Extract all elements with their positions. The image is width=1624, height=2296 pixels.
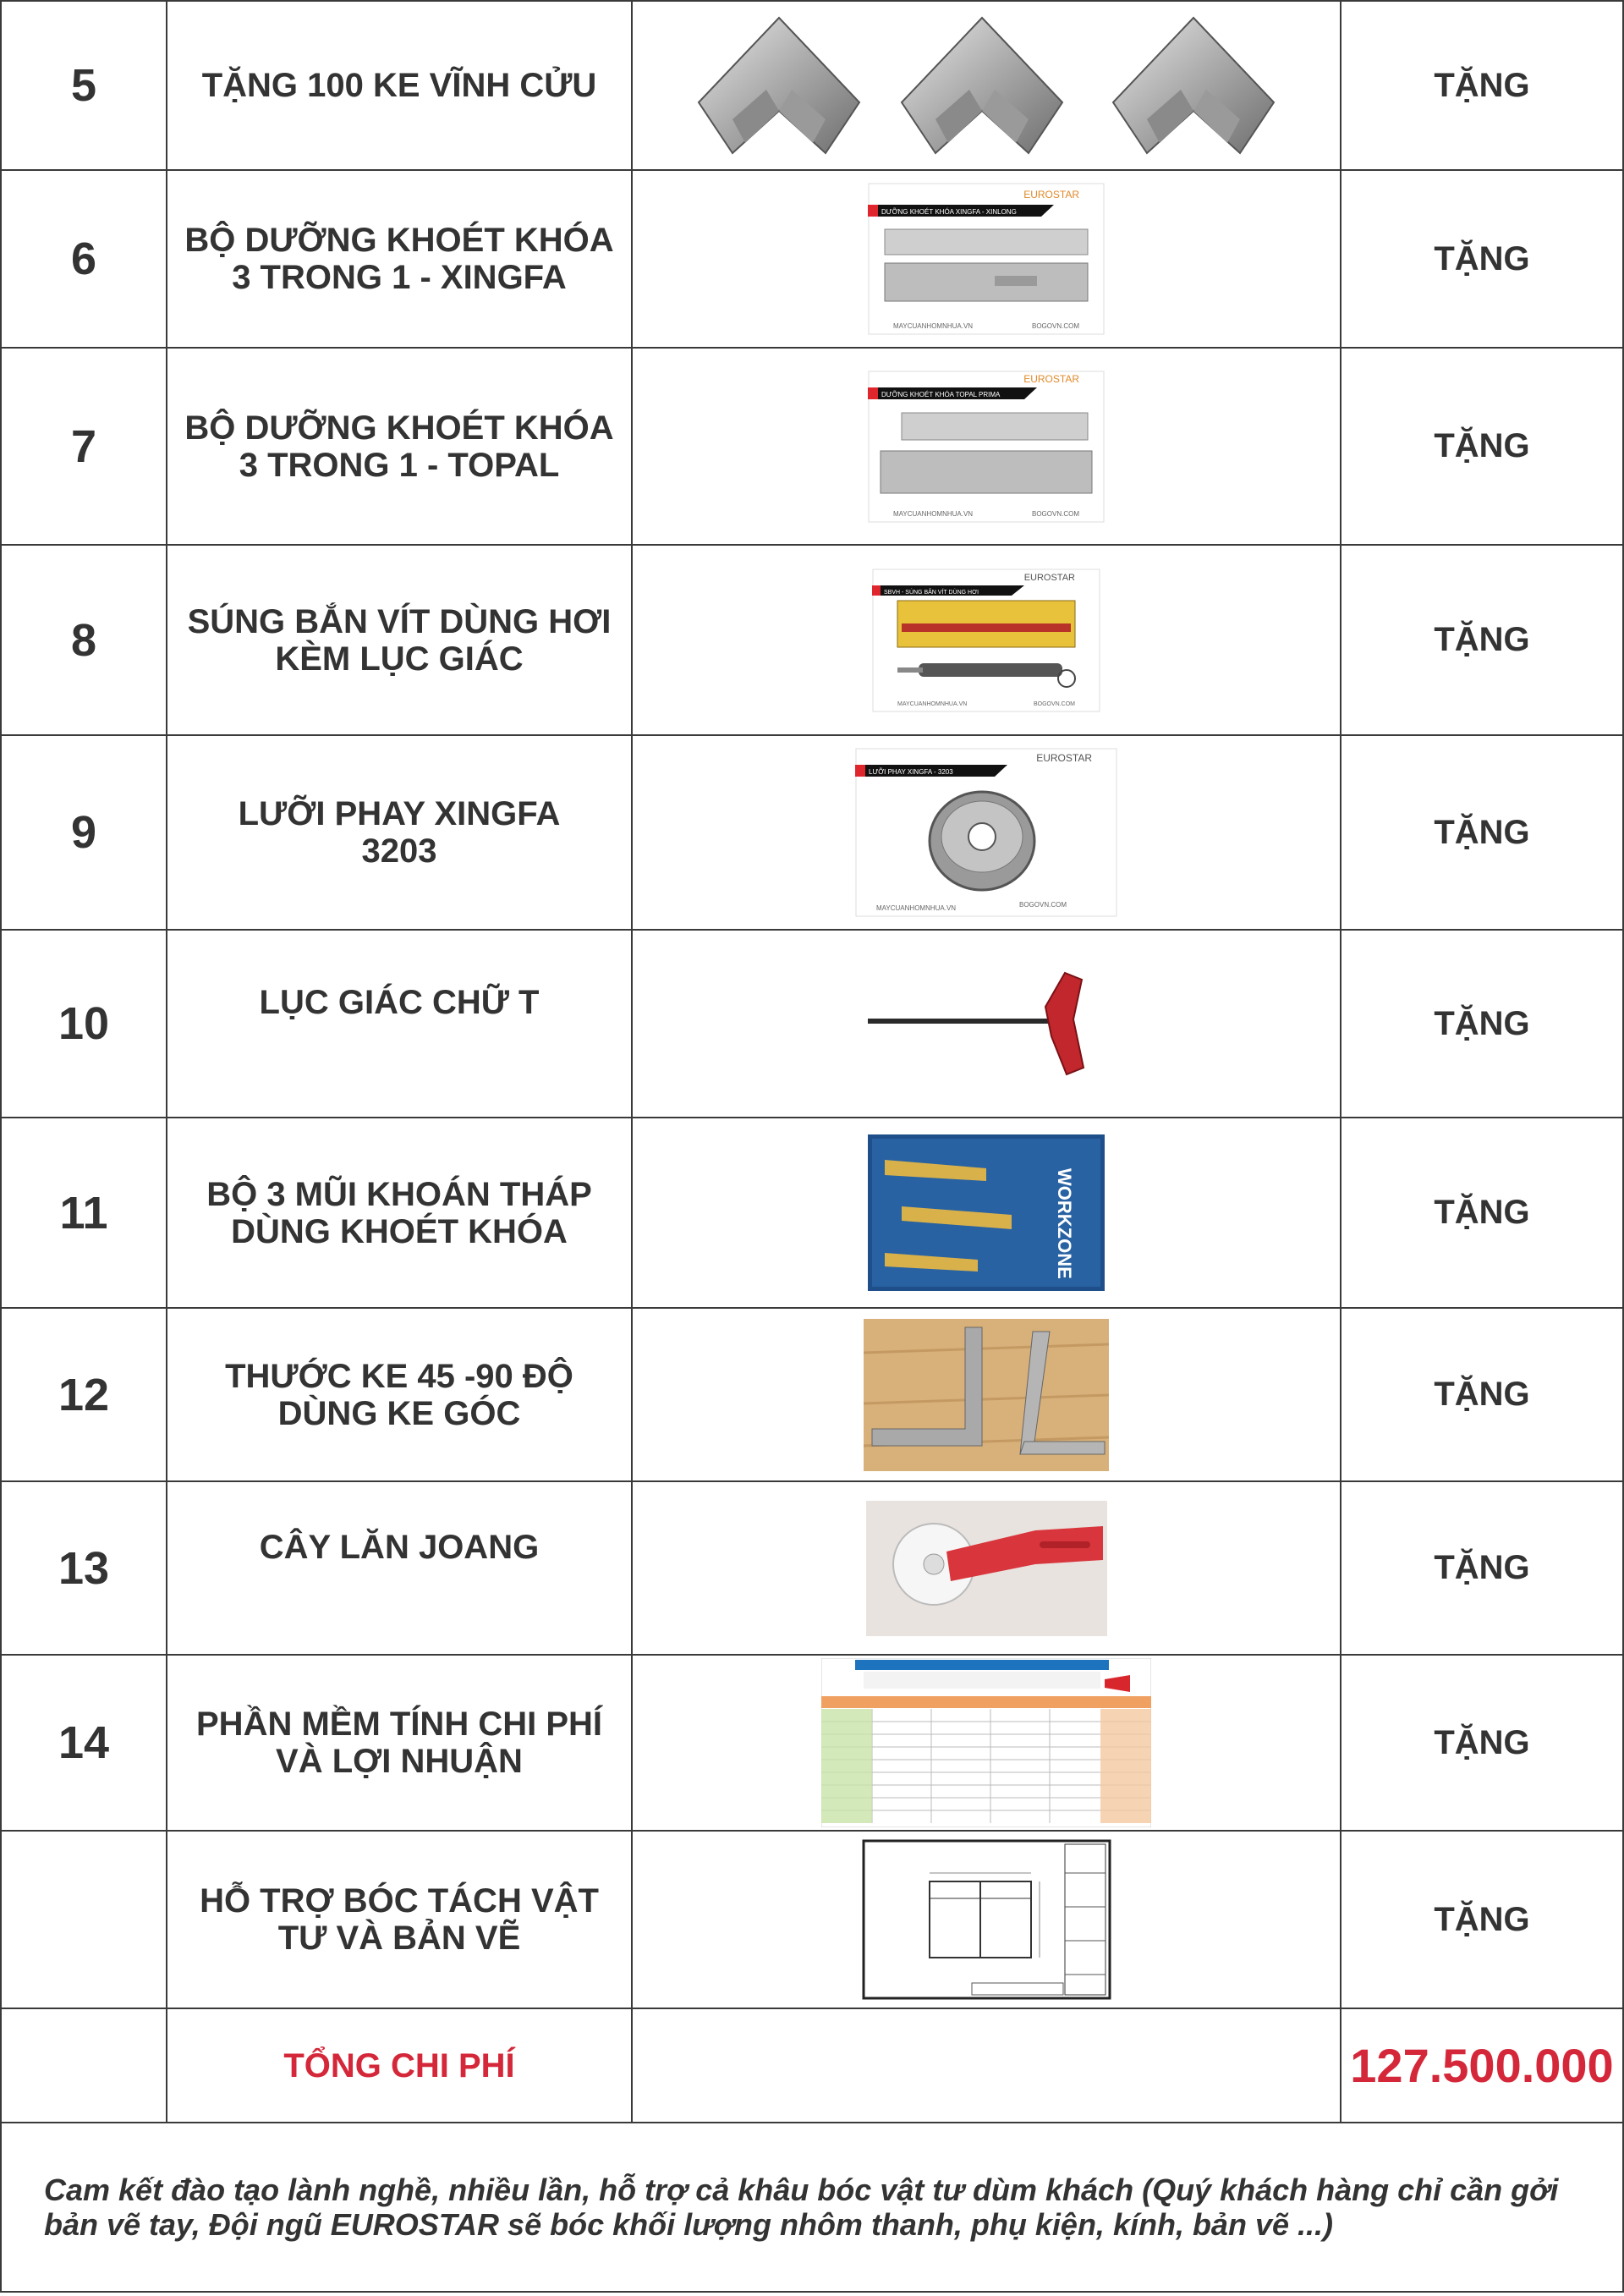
- total-label: TỔNG CHI PHÍ: [283, 2046, 515, 2085]
- item-name: [167, 1831, 632, 2008]
- row-number: [1, 1831, 167, 2008]
- image-left-caption: MAYCUANHOMNHUA.VN: [876, 904, 957, 912]
- cost-software-screenshot: [821, 1658, 1151, 1827]
- row-number: 8: [1, 545, 167, 735]
- image-brand: EUROSTAR: [1036, 752, 1092, 764]
- item-image-cell: [632, 348, 1341, 545]
- row-number: 7: [1, 348, 167, 545]
- table-row: [1, 930, 1623, 1118]
- item-name-text: LƯỠI PHAY XINGFA 3203: [238, 795, 561, 870]
- row-number: 5: [1, 1, 167, 170]
- item-name-text: BỘ DƯỠNG KHOÉT KHÓA 3 TRONG 1 - XINGFA: [184, 222, 614, 296]
- item-value: TẶNG: [1341, 1308, 1623, 1481]
- total-label-cell: [167, 2008, 632, 2123]
- item-name-text: THƯỚC KE 45 -90 ĐỘ DÙNG KE GÓC: [225, 1357, 573, 1432]
- image-left-caption: MAYCUANHOMNHUA.VN: [897, 700, 968, 707]
- item-value: TẶNG: [1341, 930, 1623, 1118]
- image-brand: EUROSTAR: [1023, 189, 1079, 200]
- item-value: TẶNG: [1341, 1, 1623, 170]
- bracket-2: [902, 18, 1062, 153]
- image-brand: EUROSTAR: [1023, 572, 1075, 583]
- item-image-cell: [632, 1118, 1341, 1308]
- item-name: [167, 545, 632, 735]
- image-banner: DƯỠNG KHOÉT KHÓA XINGFA - XINLONG: [881, 208, 1017, 216]
- row-number: 12: [1, 1308, 167, 1481]
- image-right-caption: BOGOVN.COM: [1031, 322, 1079, 330]
- item-name-text: SÚNG BẮN VÍT DÙNG HƠI KÈM LỤC GIÁC: [187, 602, 612, 678]
- air-screwdriver-image: [872, 569, 1100, 712]
- footer-note: Cam kết đào tạo lành nghề, nhiều lần, hỗ trợ cả khâu bóc vật tư dùm khách (Quý khách hàng chỉ cần gởi bản vẽ tay, Đội ngũ EUROSTAR sẽ bóc khối lượng nhôm thanh, phụ kiện, kính, bản vẽ ...): [44, 2172, 1559, 2242]
- image-banner: SBVH - SÚNG BẮN VÍT DÙNG HƠI: [884, 589, 979, 596]
- item-image-cell: [632, 1655, 1341, 1831]
- bracket-1: [699, 18, 859, 153]
- table-row: [1, 1118, 1623, 1308]
- image-brand: EUROSTAR: [1023, 372, 1079, 385]
- item-image-cell: [632, 1831, 1341, 2008]
- total-empty-cell: [632, 2008, 1341, 2123]
- bracket-3: [1113, 18, 1274, 153]
- item-image-cell: [632, 170, 1341, 348]
- item-value: TẶNG: [1341, 1655, 1623, 1831]
- item-name-text: BỘ DƯỠNG KHOÉT KHÓA 3 TRONG 1 - TOPAL: [184, 409, 614, 484]
- corner-brackets-image: [682, 9, 1291, 162]
- table-row: [1, 1481, 1623, 1655]
- gasket-roller-image: [866, 1501, 1107, 1636]
- item-name: [167, 930, 632, 1118]
- t-hex-key-image: [864, 964, 1109, 1083]
- item-name: [167, 1, 632, 170]
- item-name-text: LỤC GIÁC CHỮ T: [259, 984, 540, 1021]
- image-right-caption: BOGOVN.COM: [1018, 901, 1067, 909]
- row-number: 6: [1, 170, 167, 348]
- lock-jig-topal-image: [868, 371, 1105, 523]
- item-image-cell: [632, 735, 1341, 930]
- image-brand: WORKZONE: [1054, 1168, 1075, 1279]
- item-image-cell: [632, 1, 1341, 170]
- table-row: [1, 735, 1623, 930]
- item-name: [167, 170, 632, 348]
- item-name-text: PHẦN MỀM TÍNH CHI PHÍ VÀ LỢI NHUẬN: [196, 1706, 602, 1780]
- item-value: TẶNG: [1341, 1118, 1623, 1308]
- image-banner: LƯỠI PHAY XINGFA - 3203: [869, 768, 953, 776]
- table-row: [1, 1308, 1623, 1481]
- item-name: [167, 1481, 632, 1655]
- total-value: 127.500.000: [1350, 2039, 1614, 2092]
- item-value: TẶNG: [1341, 1831, 1623, 2008]
- item-name: [167, 735, 632, 930]
- item-image-cell: [632, 930, 1341, 1118]
- table-row: [1, 1831, 1623, 2008]
- item-name-text: HỖ TRỢ BÓC TÁCH VẬT TƯ VÀ BẢN VẼ: [200, 1882, 599, 1957]
- item-name: [167, 1118, 632, 1308]
- total-number-cell: [1, 2008, 167, 2123]
- image-banner: DƯỠNG KHOÉT KHÓA TOPAL PRIMA: [881, 390, 1001, 398]
- table-row: [1, 348, 1623, 545]
- item-value: TẶNG: [1341, 545, 1623, 735]
- lock-jig-xingfa-image: [868, 183, 1105, 335]
- table-row: [1, 545, 1623, 735]
- total-row: [1, 2008, 1623, 2123]
- item-name-text: TẶNG 100 KE VĨNH CỬU: [201, 67, 597, 104]
- try-square-image: [864, 1319, 1109, 1471]
- table-row: [1, 1, 1623, 170]
- item-name-text: BỘ 3 MŨI KHOÁN THÁP DÙNG KHOÉT KHÓA: [206, 1175, 592, 1250]
- total-value-cell: [1341, 2008, 1623, 2123]
- image-right-caption: BOGOVN.COM: [1033, 700, 1075, 707]
- drawing-sheet-image: [862, 1839, 1111, 2000]
- item-name: [167, 348, 632, 545]
- item-value: TẶNG: [1341, 348, 1623, 545]
- item-image-cell: [632, 1308, 1341, 1481]
- image-left-caption: MAYCUANHOMNHUA.VN: [893, 509, 974, 518]
- item-name: [167, 1308, 632, 1481]
- row-number: 13: [1, 1481, 167, 1655]
- milling-cutter-image: [855, 748, 1117, 917]
- item-value: TẶNG: [1341, 735, 1623, 930]
- item-name-text: CÂY LĂN JOANG: [259, 1528, 540, 1566]
- item-image-cell: [632, 1481, 1341, 1655]
- row-number: 9: [1, 735, 167, 930]
- item-value: TẶNG: [1341, 170, 1623, 348]
- table-row: [1, 1655, 1623, 1831]
- row-number: 11: [1, 1118, 167, 1308]
- image-left-caption: MAYCUANHOMNHUA.VN: [893, 322, 974, 330]
- item-image-cell: [632, 545, 1341, 735]
- table-row: [1, 170, 1623, 348]
- row-number: 10: [1, 930, 167, 1118]
- item-name: [167, 1655, 632, 1831]
- image-right-caption: BOGOVN.COM: [1031, 509, 1079, 518]
- item-value: TẶNG: [1341, 1481, 1623, 1655]
- step-drill-set-image: [868, 1134, 1105, 1291]
- row-number: 14: [1, 1655, 167, 1831]
- footer-note-box: [0, 2123, 1624, 2293]
